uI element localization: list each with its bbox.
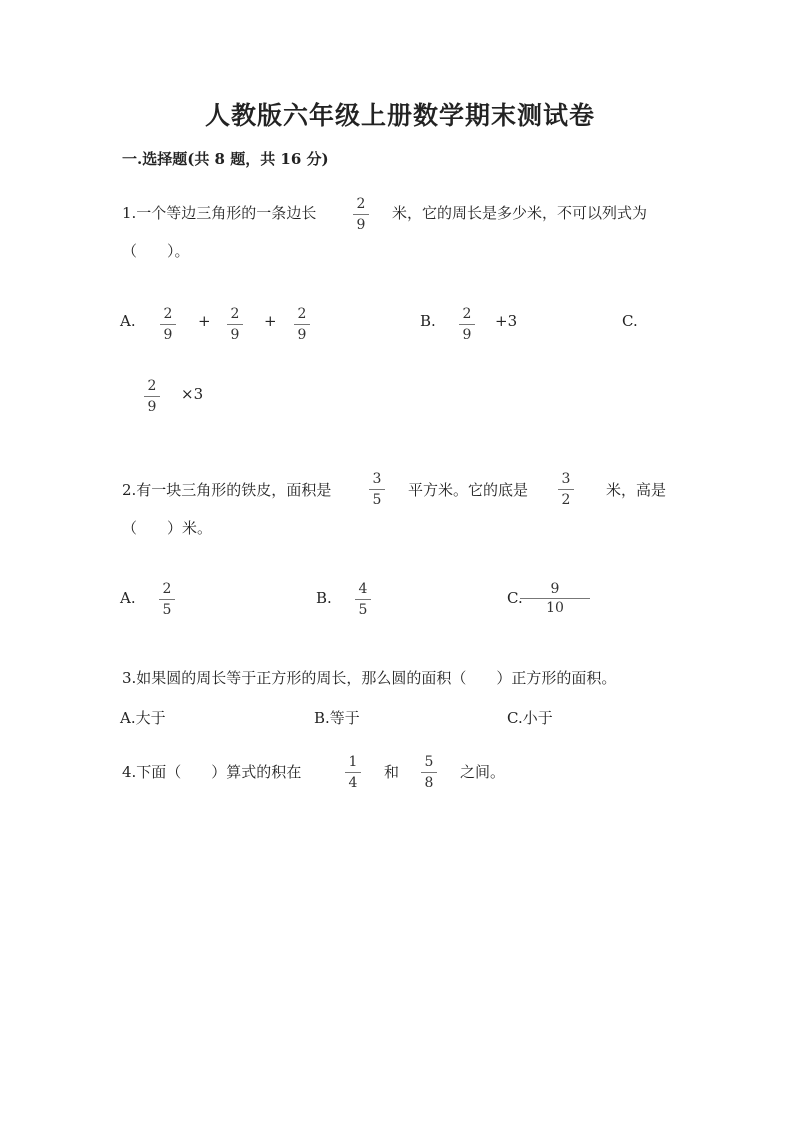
q1-option-c-tail: ×3 xyxy=(181,385,204,403)
q2-option-c-frac xyxy=(520,582,590,615)
numerator: 3 xyxy=(561,471,571,487)
fraction-bar xyxy=(421,772,437,773)
q1-option-a-plus-2: + xyxy=(264,312,277,330)
denominator: 9 xyxy=(230,327,240,343)
fraction-bar xyxy=(227,324,243,325)
denominator: 10 xyxy=(546,600,564,616)
fraction-bar xyxy=(144,396,160,397)
denominator: 9 xyxy=(147,399,157,415)
fraction-bar xyxy=(160,324,176,325)
q1-fraction xyxy=(351,197,371,232)
q1-text-b: 米，它的周长是多少米，不可以列式为 xyxy=(392,204,648,222)
fraction-bar xyxy=(520,598,590,599)
numerator: 2 xyxy=(147,378,157,394)
q1-text-a: 1.一个等边三角形的一条边长 xyxy=(122,204,317,222)
denominator: 5 xyxy=(162,602,172,618)
section-heading: 一.选择题(共 8 题，共 16 分) xyxy=(122,150,329,168)
q1-option-a-frac-1 xyxy=(158,307,178,342)
denominator: 5 xyxy=(372,492,382,508)
q2-text-c: 米，高是 xyxy=(606,481,667,499)
q3-option-b[interactable]: B.等于 xyxy=(314,709,360,727)
q1-option-a-plus-1: + xyxy=(198,312,211,330)
q4-fraction-2 xyxy=(419,755,439,790)
numerator: 2 xyxy=(230,306,240,322)
q1-option-b-frac xyxy=(457,307,477,342)
numerator: 9 xyxy=(550,581,560,597)
q1-option-a-frac-2 xyxy=(225,307,245,342)
fraction-bar xyxy=(294,324,310,325)
numerator: 2 xyxy=(162,581,172,597)
q2-option-a-label[interactable]: A. xyxy=(120,589,136,607)
q2-option-b-frac xyxy=(353,582,373,617)
q2-option-b-label[interactable]: B. xyxy=(316,589,332,607)
q1-frac-denominator: 9 xyxy=(356,217,366,233)
q4-text-b: 和 xyxy=(384,763,400,781)
q4-text-a: 4.下面（ ）算式的积在 xyxy=(122,763,302,781)
denominator: 9 xyxy=(163,327,173,343)
q1-option-b-tail: +3 xyxy=(495,312,518,330)
q4-text-c: 之间。 xyxy=(460,763,506,781)
fraction-bar xyxy=(369,489,385,490)
denominator: 2 xyxy=(561,492,571,508)
q2-text-a: 2.有一块三角形的铁皮，面积是 xyxy=(122,481,332,499)
denominator: 9 xyxy=(462,327,472,343)
fraction-bar xyxy=(355,599,371,600)
q2-fraction-1 xyxy=(367,472,387,507)
q3-option-a[interactable]: A.大于 xyxy=(120,709,166,727)
fraction-bar xyxy=(345,772,361,773)
q2-text-b: 平方米。它的底是 xyxy=(408,481,529,499)
q1-option-c-label[interactable]: C. xyxy=(622,312,638,330)
fraction-bar xyxy=(558,489,574,490)
q2-option-c-label[interactable]: C. xyxy=(507,589,523,607)
q3-text: 3.如果圆的周长等于正方形的周长，那么圆的面积（ ）正方形的面积。 xyxy=(122,669,617,687)
q2-fraction-2 xyxy=(556,472,576,507)
q1-option-a-label[interactable]: A. xyxy=(120,312,136,330)
denominator: 4 xyxy=(348,775,358,791)
q3-option-c[interactable]: C.小于 xyxy=(507,709,553,727)
denominator: 5 xyxy=(358,602,368,618)
numerator: 3 xyxy=(372,471,382,487)
numerator: 5 xyxy=(424,754,434,770)
numerator: 2 xyxy=(297,306,307,322)
q2-text-d: （ ）米。 xyxy=(122,519,213,537)
q1-option-b-label[interactable]: B. xyxy=(420,312,436,330)
denominator: 8 xyxy=(424,775,434,791)
numerator: 2 xyxy=(163,306,173,322)
q1-text-c: （ ）。 xyxy=(122,242,190,260)
q1-frac-numerator: 2 xyxy=(356,196,366,212)
denominator: 9 xyxy=(297,327,307,343)
q4-fraction-1 xyxy=(343,755,363,790)
fraction-bar xyxy=(159,599,175,600)
fraction-bar xyxy=(353,214,369,215)
page-title: 人教版六年级上册数学期末测试卷 xyxy=(204,101,595,130)
q2-option-a-frac xyxy=(157,582,177,617)
numerator: 1 xyxy=(348,754,358,770)
numerator: 2 xyxy=(462,306,472,322)
q1-option-a-frac-3 xyxy=(292,307,312,342)
fraction-bar xyxy=(459,324,475,325)
q1-option-c-frac xyxy=(142,379,162,414)
numerator: 4 xyxy=(358,581,368,597)
